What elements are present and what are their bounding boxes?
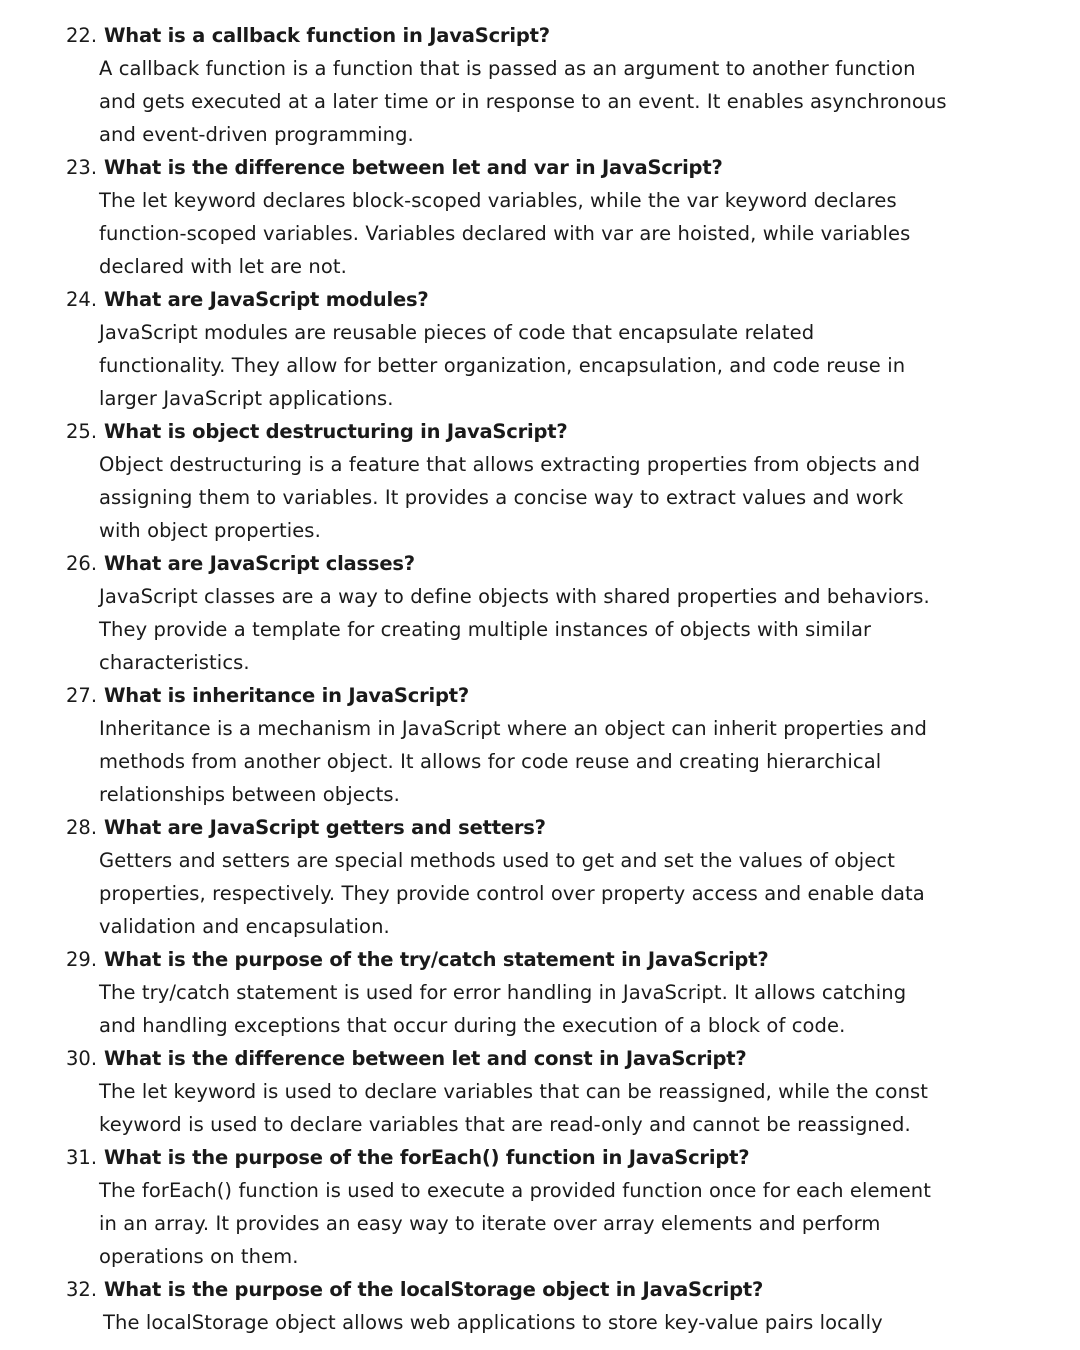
question-line: [0, 811, 1080, 844]
question-text: What is a callback function in JavaScript?: [104, 24, 550, 47]
question-text: What is the difference between let and var in JavaScript?: [104, 156, 723, 179]
qa-item-30: [0, 1042, 1080, 1141]
question-line: [0, 547, 1080, 580]
question-number: 30.: [66, 1047, 98, 1070]
question-line: [0, 1273, 1080, 1306]
question-number: 23.: [66, 156, 98, 179]
answer-line: properties, respectively. They provide control over property access and enable data: [99, 882, 925, 905]
qa-item-22: [0, 19, 1080, 151]
answer-line: functionality. They allow for better organization, encapsulation, and code reuse in: [99, 354, 906, 377]
qa-item-24: [0, 283, 1080, 415]
question-text: What are JavaScript modules?: [104, 288, 429, 311]
question-text: What is inheritance in JavaScript?: [104, 684, 469, 707]
answer-line: JavaScript modules are reusable pieces of code that encapsulate related: [99, 321, 815, 344]
answer-line: keyword is used to declare variables that are read-only and cannot be reassigned.: [99, 1113, 911, 1136]
answer-line: and gets executed at a later time or in response to an event. It enables asynchronous: [99, 90, 947, 113]
question-number: 27.: [66, 684, 98, 707]
qa-item-28: [0, 811, 1080, 943]
question-number: 28.: [66, 816, 98, 839]
qa-item-32: [0, 1273, 1080, 1339]
answer-line: The try/catch statement is used for error handling in JavaScript. It allows catching: [99, 981, 907, 1004]
answer-line: The let keyword declares block-scoped variables, while the var keyword declares: [99, 189, 897, 212]
answer-line: A callback function is a function that is passed as an argument to another function: [99, 57, 916, 80]
answer-line: They provide a template for creating multiple instances of objects with similar: [99, 618, 872, 641]
answer-line: and event-driven programming.: [99, 123, 414, 146]
question-text: What is the purpose of the forEach() function in JavaScript?: [104, 1146, 750, 1169]
question-line: [0, 943, 1080, 976]
question-number: 22.: [66, 24, 98, 47]
qa-item-25: [0, 415, 1080, 547]
answer-line: operations on them.: [99, 1245, 299, 1268]
answer-line: characteristics.: [99, 651, 250, 674]
question-text: What are JavaScript classes?: [104, 552, 415, 575]
qa-item-29: [0, 943, 1080, 1042]
answer-line: methods from another object. It allows for code reuse and creating hierarchical: [99, 750, 882, 773]
question-line: [0, 679, 1080, 712]
question-number: 31.: [66, 1146, 98, 1169]
answer-line: Inheritance is a mechanism in JavaScript where an object can inherit properties and: [99, 717, 927, 740]
question-line: [0, 415, 1080, 448]
question-line: [0, 1042, 1080, 1075]
question-number: 29.: [66, 948, 98, 971]
answer-line: larger JavaScript applications.: [99, 387, 394, 410]
question-line: [0, 151, 1080, 184]
question-number: 25.: [66, 420, 98, 443]
question-text: What are JavaScript getters and setters?: [104, 816, 546, 839]
question-text: What is the purpose of the localStorage object in JavaScript?: [104, 1278, 764, 1301]
question-line: [0, 1141, 1080, 1174]
answer-line: The forEach() function is used to execute a provided function once for each element: [99, 1179, 932, 1202]
answer-line: JavaScript classes are a way to define objects with shared properties and behaviors.: [99, 585, 930, 608]
question-number: 24.: [66, 288, 98, 311]
answer-line: Getters and setters are special methods used to get and set the values of object: [99, 849, 895, 872]
answer-line: Object destructuring is a feature that allows extracting properties from objects and: [99, 453, 921, 476]
question-line: [0, 19, 1080, 52]
answer-line: assigning them to variables. It provides a concise way to extract values and work: [99, 486, 904, 509]
qa-item-26: [0, 547, 1080, 679]
answer-line: function-scoped variables. Variables declared with var are hoisted, while variables: [99, 222, 911, 245]
qa-list: [0, 19, 1080, 1339]
question-text: What is the purpose of the try/catch statement in JavaScript?: [104, 948, 769, 971]
question-line: [0, 283, 1080, 316]
answer-line: and handling exceptions that occur during the execution of a block of code.: [99, 1014, 846, 1037]
question-text: What is the difference between let and const in JavaScript?: [104, 1047, 747, 1070]
question-number: 32.: [66, 1278, 98, 1301]
answer-line: relationships between objects.: [99, 783, 400, 806]
answer-line: The let keyword is used to declare variables that can be reassigned, while the const: [99, 1080, 929, 1103]
answer-line: in an array. It provides an easy way to iterate over array elements and perform: [99, 1212, 881, 1235]
answer-line: The localStorage object allows web applications to store key-value pairs locally: [103, 1311, 883, 1334]
answer-line: validation and encapsulation.: [99, 915, 390, 938]
qa-item-23: [0, 151, 1080, 283]
question-number: 26.: [66, 552, 98, 575]
qa-item-31: [0, 1141, 1080, 1273]
answer-line: with object properties.: [99, 519, 321, 542]
question-text: What is object destructuring in JavaScript?: [104, 420, 568, 443]
qa-item-27: [0, 679, 1080, 811]
answer-line: declared with let are not.: [99, 255, 347, 278]
